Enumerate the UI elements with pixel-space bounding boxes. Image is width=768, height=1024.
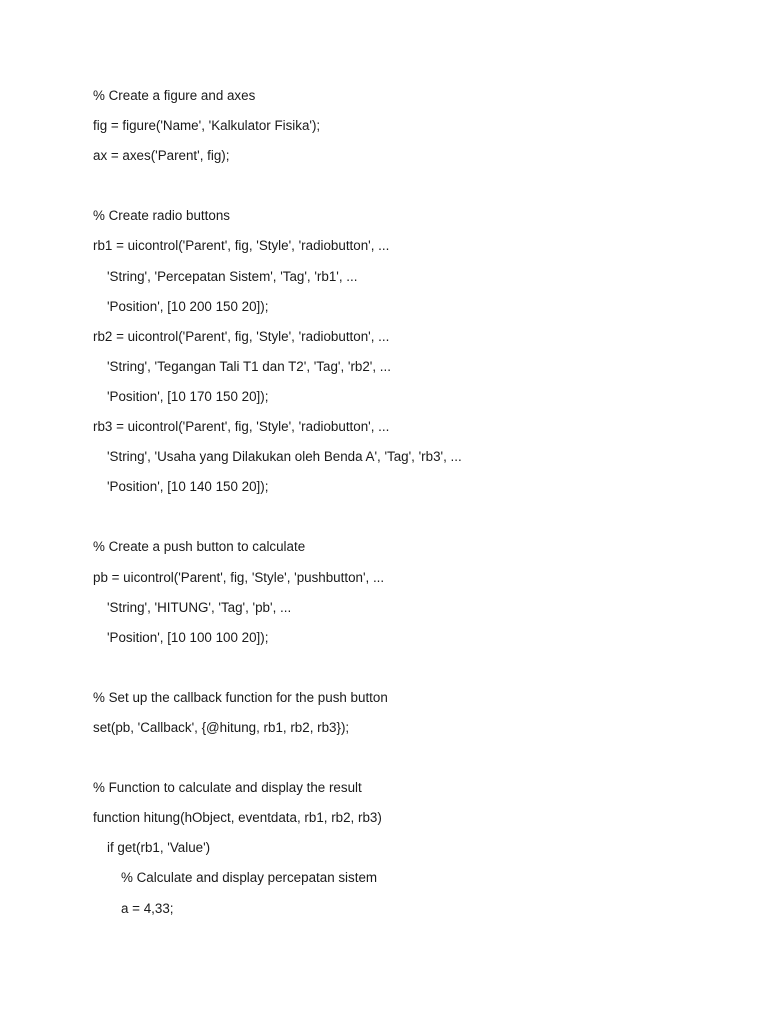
code-line: set(pb, 'Callback', {@hitung, rb1, rb2, rb3}); (93, 719, 350, 735)
code-line: 'String', 'HITUNG', 'Tag', 'pb', ... (107, 599, 292, 615)
code-block (93, 86, 733, 929)
code-line: % Set up the callback function for the push button (93, 689, 388, 705)
code-line: % Create a figure and axes (93, 88, 256, 103)
code-line: rb3 = uicontrol('Parent', fig, 'Style', 'radiobutton', ... (93, 419, 390, 435)
code-line: % Create a push button to calculate (93, 539, 306, 555)
code-line: rb1 = uicontrol('Parent', fig, 'Style', 'radiobutton', ... (93, 238, 390, 254)
code-line: ax = axes('Parent', fig); (93, 148, 230, 164)
code-line: % Function to calculate and display the result (93, 780, 362, 796)
code-line: 'Position', [10 100 100 20]); (107, 629, 269, 645)
code-line: 'Position', [10 200 150 20]); (107, 298, 269, 314)
blank-line (93, 176, 733, 206)
code-line: rb2 = uicontrol('Parent', fig, 'Style', 'radiobutton', ... (93, 328, 390, 344)
code-line: 'String', 'Tegangan Tali T1 dan T2', 'Tag', 'rb2', ... (107, 358, 391, 374)
code-line: % Calculate and display percepatan sistem (121, 870, 378, 886)
code-line: 'String', 'Usaha yang Dilakukan oleh Benda A', 'Tag', 'rb3', ... (107, 449, 462, 465)
code-line: pb = uicontrol('Parent', fig, 'Style', 'pushbutton', ... (93, 569, 385, 585)
blank-line (93, 748, 733, 778)
code-line: 'Position', [10 170 150 20]); (107, 388, 269, 404)
code-line: function hitung(hObject, eventdata, rb1, rb2, rb3) (93, 810, 382, 826)
code-line: 'Position', [10 140 150 20]); (107, 479, 269, 495)
code-line: if get(rb1, 'Value') (107, 840, 211, 856)
code-line: % Create radio buttons (93, 208, 230, 224)
blank-line (93, 507, 733, 537)
blank-line (93, 658, 733, 688)
code-line: fig = figure('Name', 'Kalkulator Fisika'); (93, 118, 321, 134)
code-line: 'String', 'Percepatan Sistem', 'Tag', 'rb1', ... (107, 268, 358, 284)
code-line: a = 4,33; (121, 900, 174, 916)
